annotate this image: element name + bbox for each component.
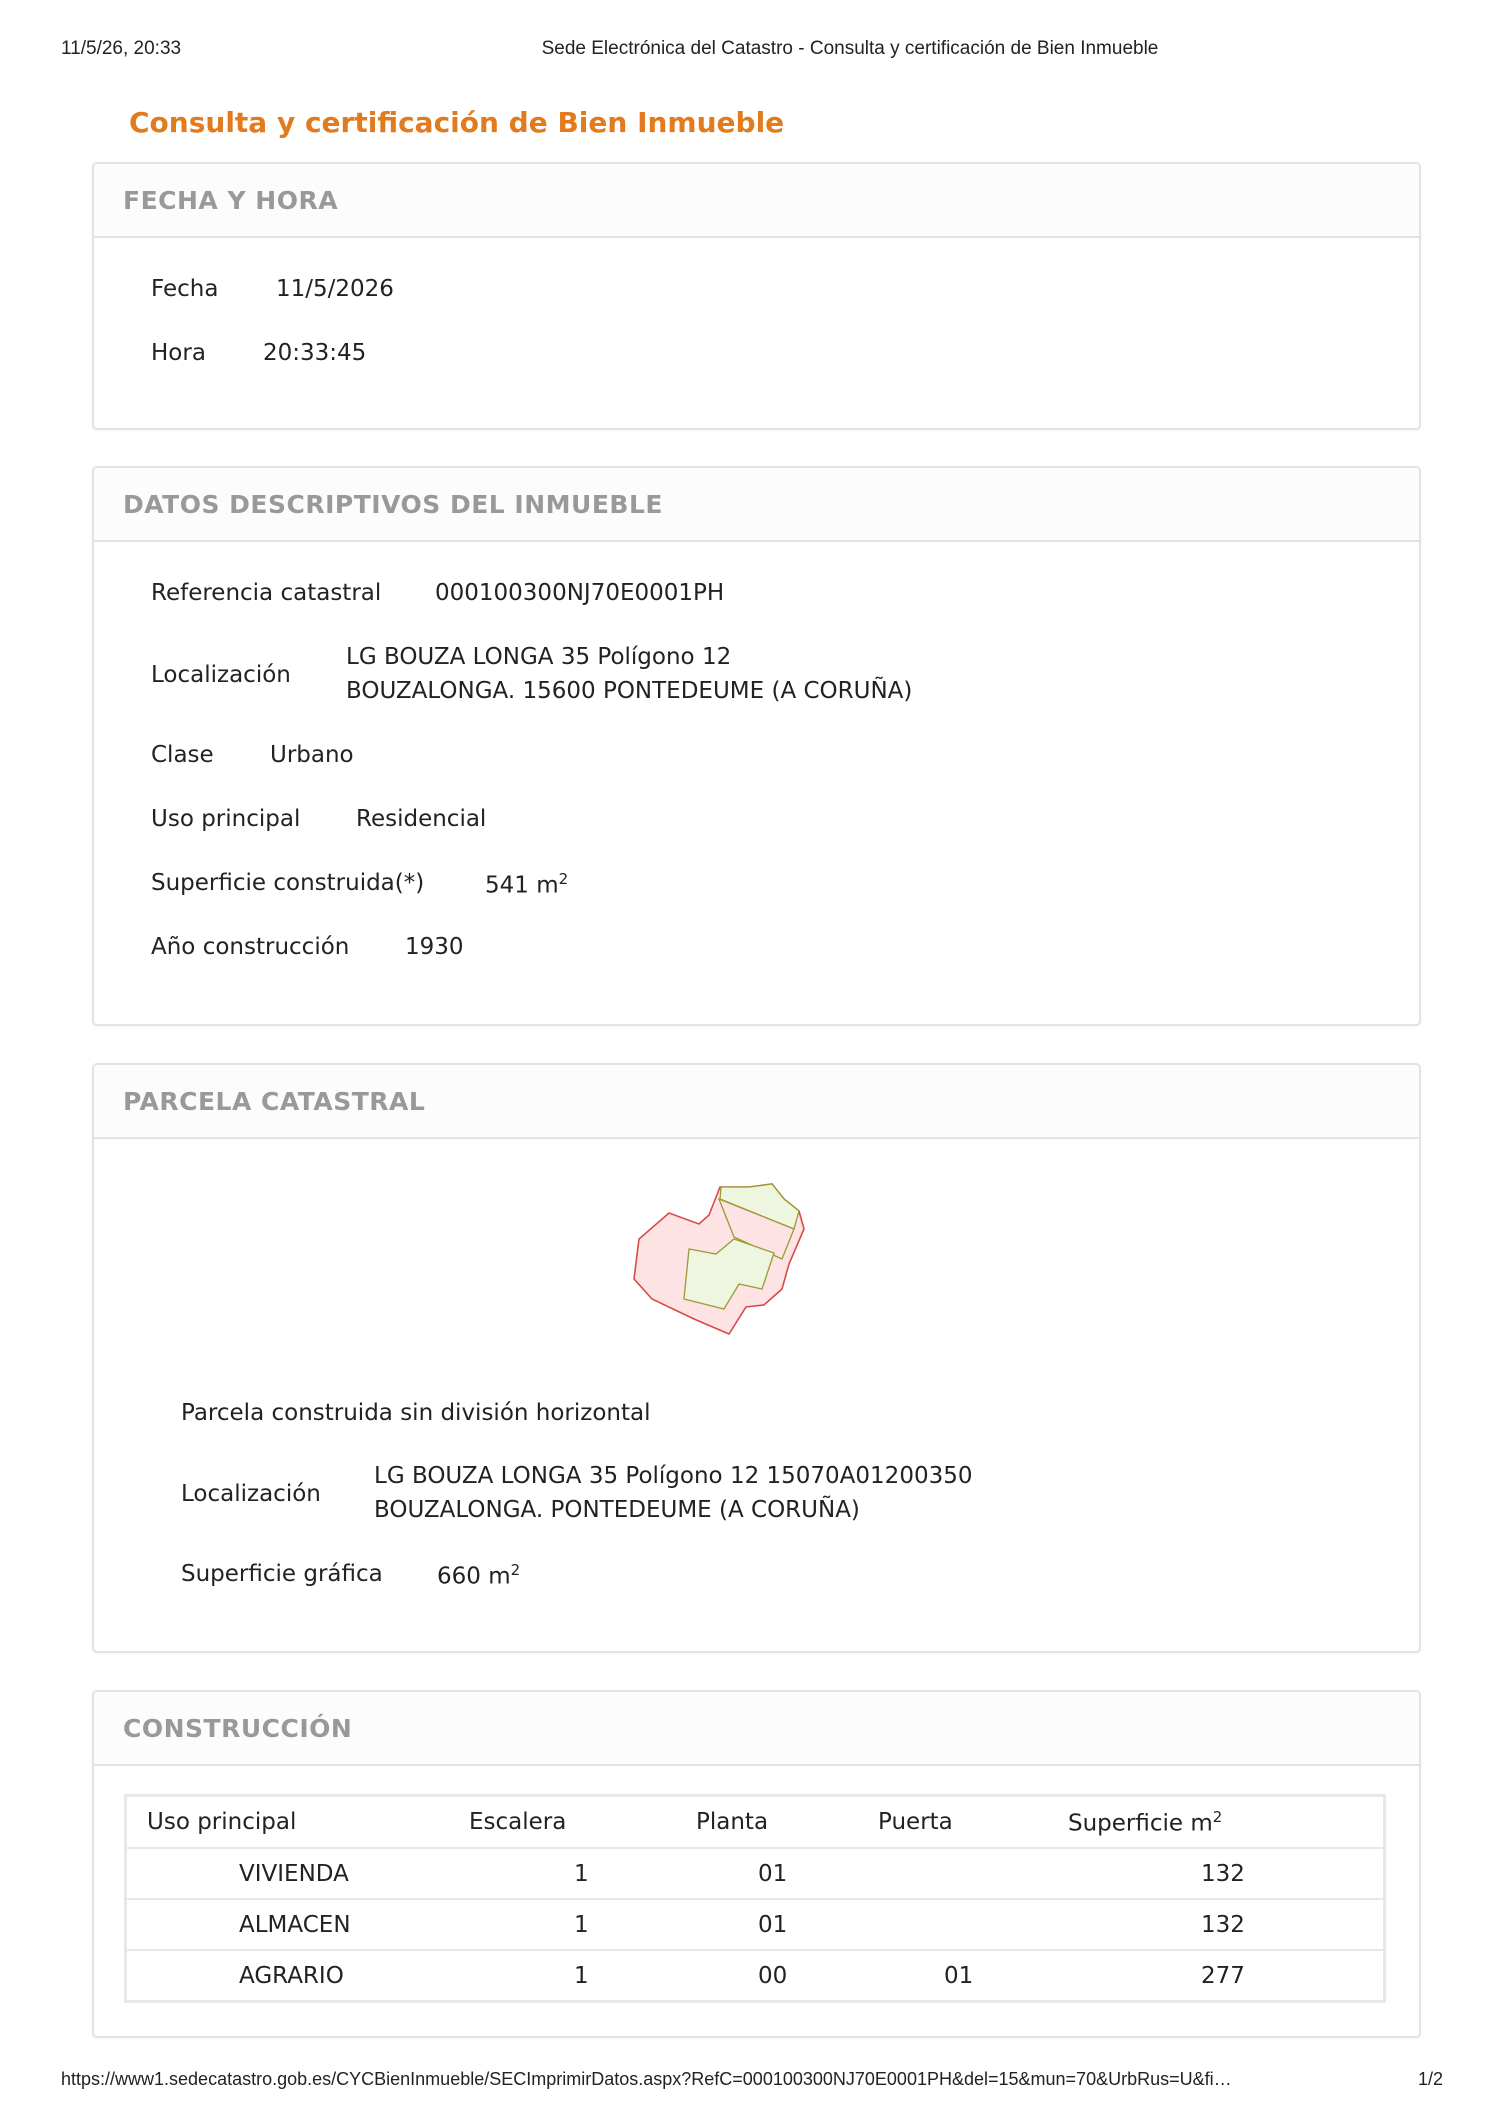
- superficie-construida-exp: 2: [558, 870, 569, 888]
- cell-superficie: 277: [1068, 1950, 1385, 2002]
- cell-puerta: 01: [878, 1950, 1068, 2002]
- parcela-localizacion-label: Localización: [181, 1481, 321, 1507]
- localizacion-line1: LG BOUZA LONGA 35 Polígono 12: [346, 644, 732, 670]
- cell-uso: ALMACEN: [126, 1899, 470, 1950]
- construccion-row: [126, 1899, 1385, 1950]
- localizacion-label: Localización: [151, 662, 291, 688]
- construccion-table: [124, 1794, 1386, 2003]
- print-page-number: 1/2: [1418, 2069, 1444, 2089]
- clase-value: Urbano: [270, 742, 354, 768]
- construccion-panel: [92, 1690, 1421, 2038]
- construccion-row: [126, 1848, 1385, 1899]
- ano-label: Año construcción: [151, 934, 350, 960]
- parcela-heading: PARCELA CATASTRAL: [94, 1065, 1419, 1139]
- superficie-construida-value: [485, 870, 568, 899]
- print-datetime: 11/5/26, 20:33: [61, 38, 182, 59]
- cell-puerta: [878, 1899, 1068, 1950]
- superficie-grafica-exp: 2: [510, 1561, 521, 1579]
- cell-superficie: 132: [1068, 1899, 1385, 1950]
- cell-planta: 01: [696, 1899, 878, 1950]
- superficie-construida-number: 541 m: [485, 872, 559, 899]
- col-escalera: Escalera: [469, 1809, 567, 1835]
- superficie-construida-label: Superficie construida(*): [151, 870, 425, 896]
- datos-descriptivos-heading: DATOS DESCRIPTIVOS DEL INMUEBLE: [94, 468, 1419, 542]
- parcel-map: [624, 1159, 884, 1409]
- localizacion-line2: BOUZALONGA. 15600 PONTEDEUME (A CORUÑA): [346, 678, 913, 704]
- col-puerta: Puerta: [878, 1809, 953, 1835]
- print-document-title: Sede Electrónica del Catastro - Consulta y certificación de Bien Inmueble: [541, 38, 1159, 59]
- referencia-label: Referencia catastral: [151, 580, 382, 606]
- page-title: Consulta y certificación de Bien Inmueble: [129, 106, 785, 139]
- cell-superficie: 132: [1068, 1848, 1385, 1899]
- construccion-table-body: [126, 1848, 1385, 2002]
- col-superficie-label: Superficie m: [1068, 1810, 1213, 1837]
- cell-escalera: 1: [469, 1950, 696, 2002]
- construccion-row: [126, 1950, 1385, 2002]
- hora-label: Hora: [151, 340, 206, 366]
- cell-planta: 00: [696, 1950, 878, 2002]
- print-header: [0, 38, 1500, 68]
- hora-value: 20:33:45: [263, 340, 367, 366]
- clase-label: Clase: [151, 742, 214, 768]
- cell-escalera: 1: [469, 1848, 696, 1899]
- ano-value: 1930: [405, 934, 464, 960]
- uso-label: Uso principal: [151, 806, 301, 832]
- fecha-hora-panel: [92, 162, 1421, 430]
- cell-planta: 01: [696, 1848, 878, 1899]
- print-url: https://www1.sedecatastro.gob.es/CYCBienInmueble/SECImprimirDatos.aspx?RefC=000100300NJ70E0001PH&del=15&mun=70&UrbRus=U&fi…: [61, 2069, 1232, 2089]
- cell-puerta: [878, 1848, 1068, 1899]
- datos-descriptivos-panel: [92, 466, 1421, 1026]
- parcela-localizacion-line1: LG BOUZA LONGA 35 Polígono 12 15070A01200350: [374, 1463, 973, 1489]
- col-superficie: [1068, 1796, 1385, 1849]
- col-superficie-exp: 2: [1212, 1807, 1223, 1826]
- cell-uso: VIVIENDA: [126, 1848, 470, 1899]
- fecha-hora-heading: FECHA Y HORA: [94, 164, 1419, 238]
- referencia-value: 000100300NJ70E0001PH: [435, 580, 725, 606]
- fecha-label: Fecha: [151, 276, 219, 302]
- parcela-panel: [92, 1063, 1421, 1653]
- col-planta: Planta: [696, 1809, 769, 1835]
- construccion-heading: CONSTRUCCIÓN: [94, 1692, 1419, 1766]
- cell-escalera: 1: [469, 1899, 696, 1950]
- parcela-localizacion-line2: BOUZALONGA. PONTEDEUME (A CORUÑA): [374, 1497, 860, 1523]
- fecha-value: 11/5/2026: [276, 276, 394, 302]
- construccion-header-row: [126, 1796, 1385, 1849]
- parcela-tipo: Parcela construida sin división horizontal: [181, 1400, 651, 1426]
- uso-value: Residencial: [356, 806, 487, 832]
- superficie-grafica-value: [437, 1561, 520, 1590]
- superficie-grafica-label: Superficie gráfica: [181, 1561, 383, 1587]
- superficie-grafica-number: 660 m: [437, 1563, 511, 1590]
- cell-uso: AGRARIO: [126, 1950, 470, 2002]
- col-uso-principal: Uso principal: [147, 1809, 297, 1835]
